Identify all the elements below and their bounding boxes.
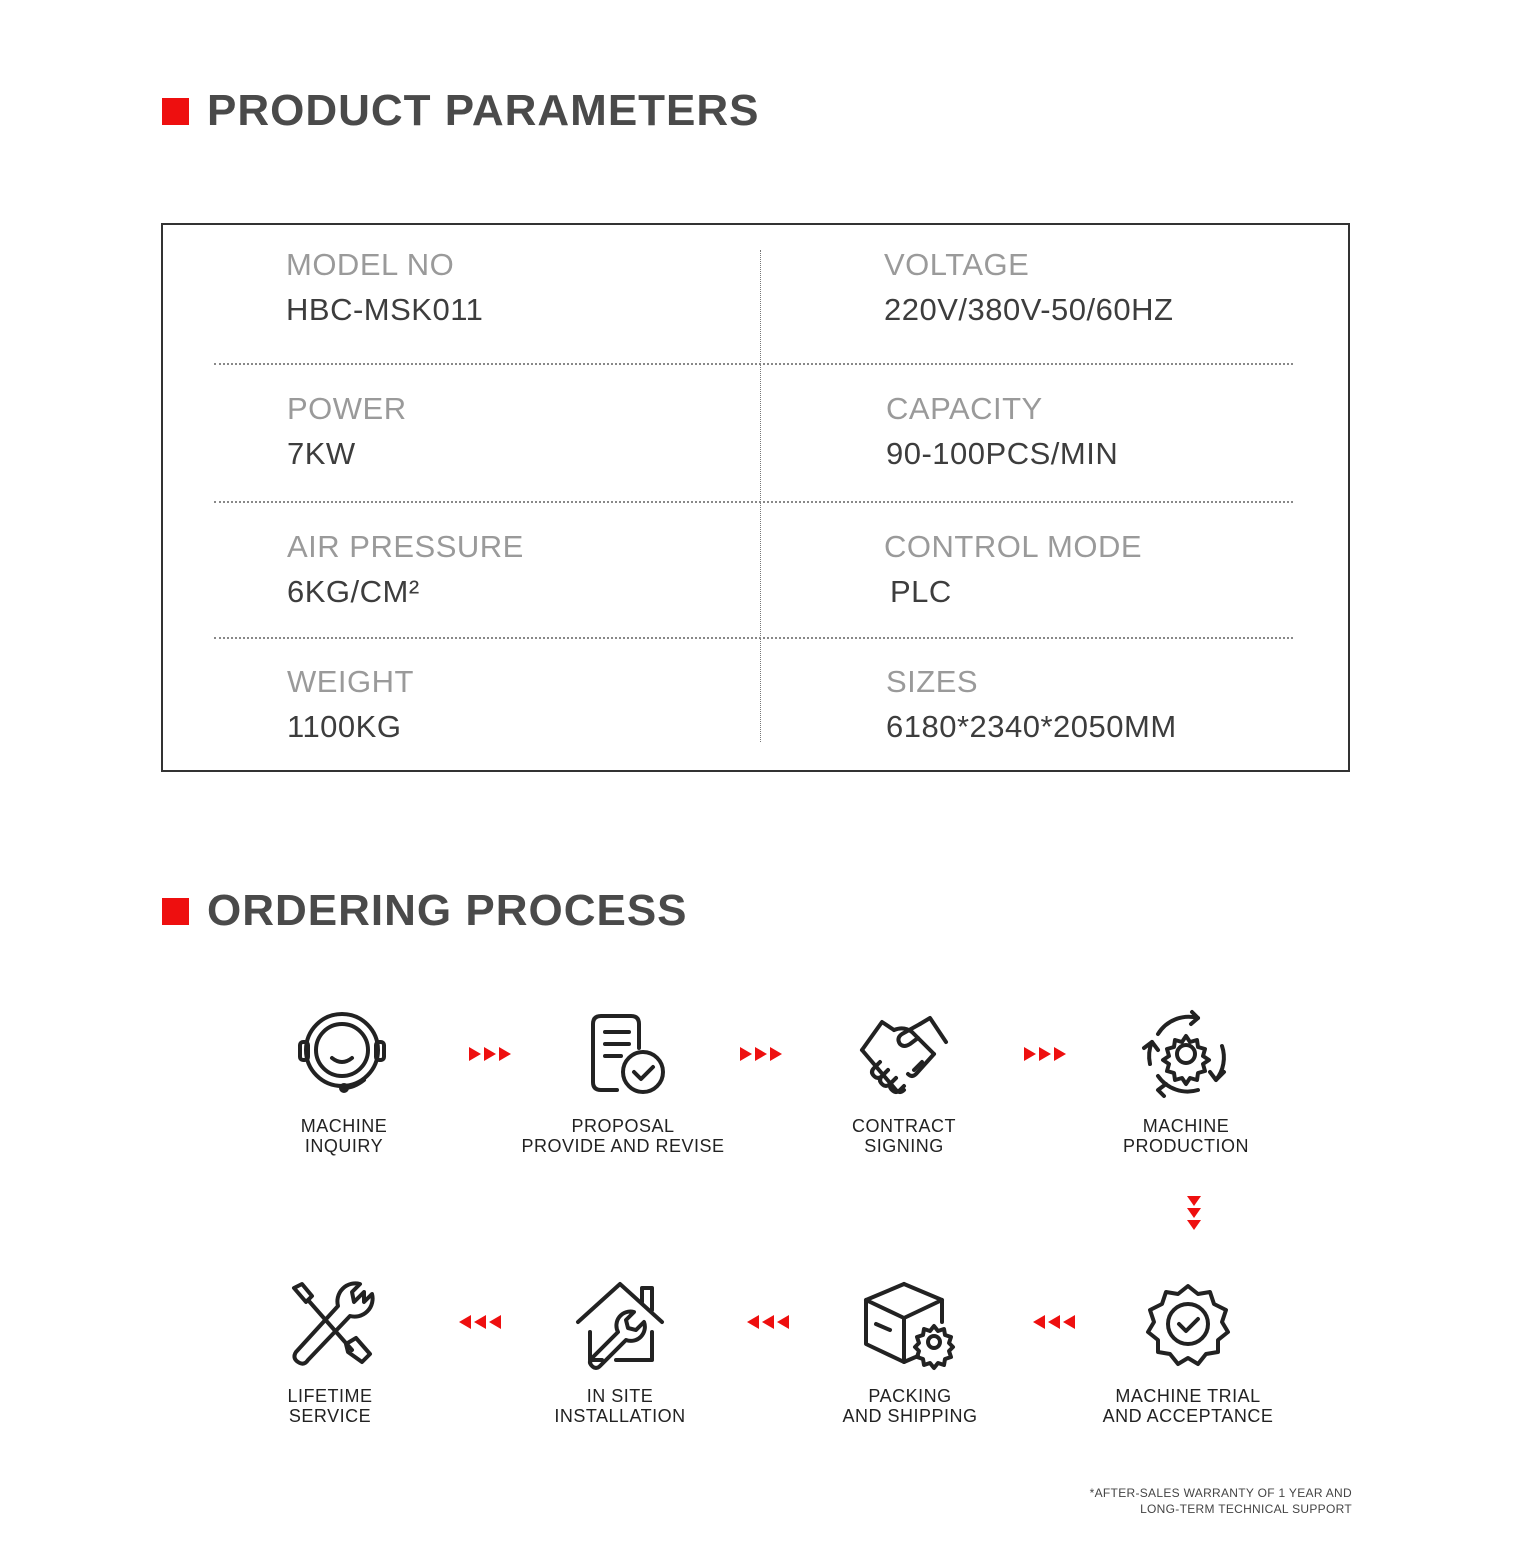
step-contract-signing bbox=[774, 1008, 1034, 1156]
document-check-icon bbox=[573, 1008, 673, 1104]
param-value: 7KW bbox=[287, 436, 356, 471]
row-divider bbox=[214, 501, 1293, 503]
red-square-marker bbox=[162, 98, 189, 125]
note-line1: *AFTER-SALES WARRANTY OF 1 YEAR AND bbox=[1089, 1486, 1352, 1500]
param-voltage bbox=[884, 245, 1173, 330]
param-label: POWER bbox=[287, 391, 407, 426]
down-arrows-icon bbox=[1187, 1196, 1201, 1230]
gear-cycle-icon bbox=[1136, 1008, 1236, 1104]
red-square-marker bbox=[162, 898, 189, 925]
step-label-line1: PACKING bbox=[868, 1386, 952, 1406]
step-label-line1: MACHINE bbox=[1142, 1116, 1230, 1136]
note-line2: LONG-TERM TECHNICAL SUPPORT bbox=[1140, 1502, 1352, 1516]
param-label: VOLTAGE bbox=[884, 247, 1030, 282]
section-title: ORDERING PROCESS bbox=[207, 886, 688, 935]
step-label-line1: PROPOSAL bbox=[571, 1116, 675, 1136]
step-label-line1: IN SITE bbox=[586, 1386, 654, 1406]
param-power bbox=[287, 389, 407, 474]
section-title: PRODUCT PARAMETERS bbox=[207, 86, 760, 135]
house-wrench-icon bbox=[570, 1278, 670, 1374]
step-label-line1: MACHINE bbox=[300, 1116, 388, 1136]
step-label-line1: CONTRACT bbox=[852, 1116, 956, 1136]
step-machine-inquiry bbox=[214, 1008, 474, 1156]
param-value: 220V/380V-50/60HZ bbox=[884, 292, 1174, 327]
step-label-line2: INQUIRY bbox=[304, 1136, 384, 1156]
param-value: 1100KG bbox=[287, 709, 402, 744]
product-parameters-heading bbox=[162, 86, 760, 136]
param-label: CAPACITY bbox=[886, 391, 1043, 426]
step-label-line2: AND ACCEPTANCE bbox=[1102, 1406, 1274, 1426]
step-proposal bbox=[493, 1008, 753, 1156]
param-label: AIR PRESSURE bbox=[287, 529, 524, 564]
step-in-site-installation bbox=[490, 1278, 750, 1426]
step-machine-trial bbox=[1058, 1278, 1318, 1426]
param-value: HBC-MSK011 bbox=[286, 292, 484, 327]
param-value: 6180*2340*2050MM bbox=[886, 709, 1177, 744]
row-divider bbox=[214, 363, 1293, 365]
step-label-line2: SERVICE bbox=[288, 1406, 372, 1426]
step-label-line2: PRODUCTION bbox=[1123, 1136, 1249, 1156]
param-model-no bbox=[286, 245, 483, 330]
headset-icon bbox=[294, 1008, 394, 1104]
param-control-mode bbox=[884, 527, 1142, 612]
param-capacity bbox=[886, 389, 1118, 474]
ordering-process-heading bbox=[162, 886, 688, 936]
row-divider bbox=[214, 637, 1293, 639]
step-lifetime-service bbox=[200, 1278, 460, 1426]
tools-icon bbox=[280, 1278, 380, 1374]
param-air-pressure bbox=[287, 527, 524, 612]
param-value: 6KG/CM² bbox=[287, 574, 420, 609]
param-weight bbox=[287, 662, 414, 747]
box-gear-icon bbox=[860, 1278, 960, 1374]
warranty-note bbox=[1090, 1485, 1352, 1517]
param-label: CONTROL MODE bbox=[884, 529, 1143, 564]
param-label: WEIGHT bbox=[287, 664, 414, 699]
badge-check-icon bbox=[1138, 1278, 1238, 1374]
param-label: MODEL NO bbox=[286, 247, 455, 282]
column-divider bbox=[760, 250, 761, 742]
param-value: PLC bbox=[890, 574, 952, 609]
param-sizes bbox=[886, 662, 1177, 747]
step-label-line1: MACHINE TRIAL bbox=[1115, 1386, 1261, 1406]
step-label-line2: AND SHIPPING bbox=[842, 1406, 978, 1426]
param-label: SIZES bbox=[886, 664, 979, 699]
param-value: 90-100PCS/MIN bbox=[886, 436, 1119, 471]
step-label-line2: INSTALLATION bbox=[554, 1406, 686, 1426]
handshake-icon bbox=[854, 1008, 954, 1104]
step-label-line2: SIGNING bbox=[864, 1136, 944, 1156]
step-machine-production bbox=[1056, 1008, 1316, 1156]
step-packing-shipping bbox=[780, 1278, 1040, 1426]
step-label-line1: LIFETIME bbox=[287, 1386, 373, 1406]
step-label-line2: PROVIDE AND REVISE bbox=[521, 1136, 725, 1156]
parameters-table bbox=[161, 223, 1350, 772]
